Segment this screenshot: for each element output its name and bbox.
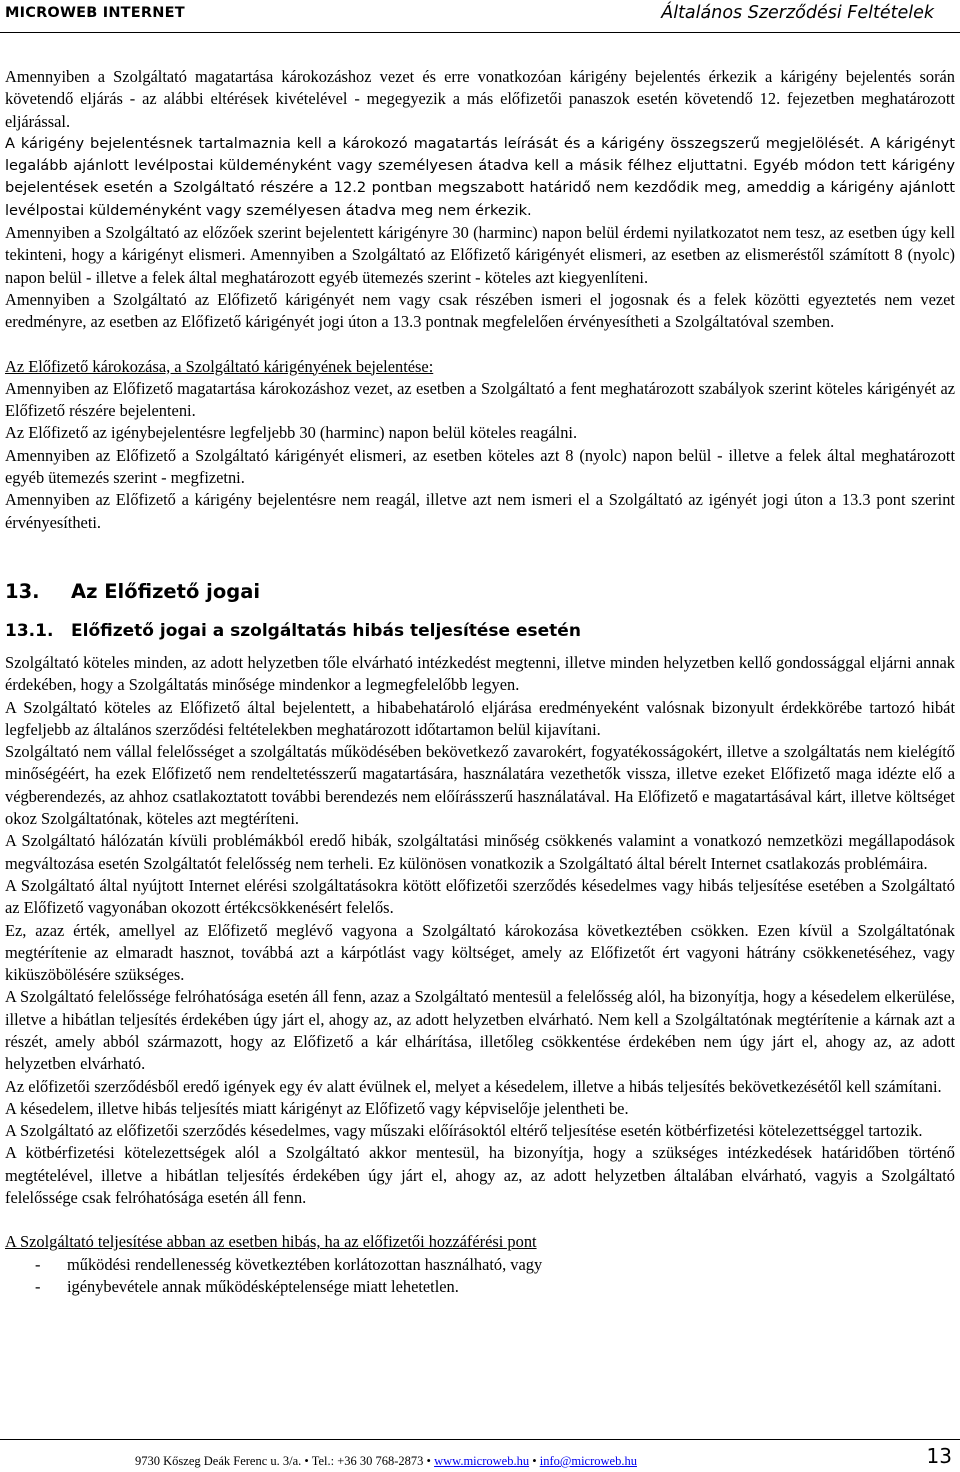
header-divider <box>0 32 960 33</box>
company-name: MICROWEB INTERNET <box>5 5 185 21</box>
intro-paragraph-3: Amennyiben a Szolgáltató az előzőek szerint bejelentett kárigényre 30 (harminc) napon belül érdemi nyilatkozatot nem tesz, az esetben úgy kell tekinteni, hogy a kárigényt elismeri. Amennyiben a Szolgáltató az Előfizető kárigényét elismeri, az esetben az elismeréstől számított 8 (nyolc) napon belül - illetve a felek által meghatározott egyéb ütemezés szerint - köteles azt kiegyenlíteni. <box>5 223 955 287</box>
section-13-1-paragraph-1: Szolgáltató köteles minden, az adott helyzetben tőle elvárható intézkedést megtenni, illetve minden helyzetben kellő gondossággal eljárni annak érdekében, hogy a Szolgáltatás minősége mindenkor a legmegfelelőbb legyen. <box>5 652 955 695</box>
faulty-service-heading: A Szolgáltató teljesítése abban az esetben hibás, ha az előfizetői hozzáférési pont <box>5 1232 537 1252</box>
page-header <box>0 0 960 30</box>
footer-contact <box>135 1454 637 1469</box>
section-13-1-heading <box>5 618 955 644</box>
section-13-1-number: 13.1. <box>5 620 54 641</box>
document-body <box>5 66 955 1298</box>
section-13-1-paragraph-7: A Szolgáltató felelőssége felróhatósága esetén áll fenn, azaz a Szolgáltató mentesül a felelősség alól, ha bizonyítja, hogy a késedelem elkerülése, illetve a hibátlan teljesítés érdekében úgy járt el, ahogy az, az adott helyzetben elvárható. Nem kell a Szolgáltatónak megtérítenie a kárnak azt a részét, amely abból származott, hogy az Előfizető a kár elhárítása, illetőleg csökkentése érdekében nem úgy járt el, ahogy az, az adott helyzetben elvárható. <box>5 987 955 1074</box>
section-13-1-paragraph-5: A Szolgáltató által nyújtott Internet elérési szolgáltatásokra kötött előfizetői szerződés késedelmes vagy hibás teljesítése esetében a Szolgáltató az Előfizető vagyonában okozott értékcsökkenésért felelős. <box>5 875 955 918</box>
section-13-1-paragraph-11: A kötbérfizetési kötelezettségek alól a Szolgáltató akkor mentesül, ha bizonyítja, hogy a szükséges intézkedések határidőben történő megtételével, illetve a hibátlan teljesítés érdekében úgy járt el, ahogy az, az adott helyzetben általában elvárható, vagyis a Szolgáltató felelőssége csak felróhatósága esetén áll fenn. <box>5 1143 955 1208</box>
email-link[interactable]: info@microweb.hu <box>539 1454 637 1468</box>
page-number: 13 <box>926 1444 952 1468</box>
list-item <box>5 1254 955 1276</box>
page-footer <box>0 1439 960 1472</box>
section-13-1-paragraph-2: A Szolgáltató köteles az Előfizető által bejelentett, a hibabehatároló eljárása eredményeként valósnak bizonyult érdekkörébe tartozó hibát legfeljebb az általános szerződési feltételekben meghatározott időtartamon belül kijavítani. <box>5 697 955 739</box>
subscriber-damage-paragraph-2: Az Előfizető az igénybejelentésre legfeljebb 30 (harminc) napon belül köteles reagálni. <box>5 423 578 443</box>
spacer <box>5 334 955 356</box>
section-13-1-paragraph-4: A Szolgáltató hálózatán kívüli problémákból eredő hibák, szolgáltatási minőség csökkenés valamint a vonatkozó nemzetközi megállapodások megváltozása esetén Szolgáltatót felelősség nem terheli. Ez különösen vonatkozik a Szolgáltató által bérelt Internet csatlakozás problémáira. <box>5 831 955 873</box>
spacer <box>5 534 955 578</box>
subscriber-damage-paragraph-3: Amennyiben az Előfizető a Szolgáltató kárigényét elismeri, az esetben köteles azt 8 (nyolc) napon belül - illetve a felek által meghatározott egyéb ütemezés szerint - megfizetni. <box>5 445 955 488</box>
section-13-title: Az Előfizető jogai <box>71 579 261 603</box>
subscriber-damage-paragraph-1: Amennyiben az Előfizető magatartása károkozáshoz vezet, az esetben a Szolgáltató a fent meghatározott szabályok szerint köteles kárigényét az Előfizető részére bejelenteni. <box>5 378 955 421</box>
website-link[interactable]: www.microweb.hu <box>434 1454 530 1468</box>
section-13-1-title: Előfizető jogai a szolgáltatás hibás teljesítése esetén <box>71 620 581 641</box>
footer-address: 9730 Kőszeg Deák Ferenc u. 3/a. <box>135 1454 302 1468</box>
list-dash: - <box>35 1254 41 1274</box>
spacer <box>5 1209 955 1231</box>
section-13-number: 13. <box>5 579 40 603</box>
section-13-1-paragraph-8: Az előfizetői szerződésből eredő igények egy év alatt évülnek el, melyet a késedelem, illetve a hibás teljesítés bekövetkezésétől kell számítani. <box>5 1076 942 1096</box>
footer-bullet: • <box>304 1454 309 1468</box>
footer-divider <box>0 1439 960 1440</box>
list-item <box>5 1276 955 1298</box>
list-item-text: működési rendellenesség következtében korlátozottan használható, vagy <box>67 1254 543 1274</box>
footer-bullet: • <box>426 1454 431 1468</box>
section-13-1-paragraph-10: A Szolgáltató az előfizetői szerződés késedelmes, vagy műszaki előírásoktól eltérő teljesítése esetén kötbérfizetési kötelezettséggel tartozik. <box>5 1121 923 1141</box>
intro-paragraph-4: Amennyiben a Szolgáltató az Előfizető kárigényét nem vagy csak részében ismeri el jogosnak és a felek közötti egyeztetés nem vezet eredményre, az esetben az Előfizető kárigényét jogi úton a 13.3 pontnak megfelelően érvényesítheti a Szolgáltatóval szemben. <box>5 289 955 332</box>
list-item-text: igénybevétele annak működésképtelensége miatt lehetetlen. <box>67 1276 459 1296</box>
intro-paragraph-1: Amennyiben a Szolgáltató magatartása károkozáshoz vezet és erre vonatkozóan kárigény bejelentés érkezik a kárigény bejelentés során követendő eljárás - az alábbi eltérések kivételével - megegyezik a más előfizetői panaszok esetén követendő 12. fejezetben meghatározott eljárással. <box>5 67 955 131</box>
section-13-heading <box>5 578 955 606</box>
section-13-1-paragraph-6: Ez, azaz érték, amellyel az Előfizető meglévő vagyona a Szolgáltató károkozása következtében csökken. Ezen kívül a Szolgáltatónak megtérítenie az elmaradt hasznot, továbbá azt a kárpótlást vagy költséget, amely az Előfizetőt ért vagyoni hátrány csökkenetéséhez, vagy kiküszöbölésére szükséges. <box>5 920 955 985</box>
footer-bullet: • <box>532 1454 537 1468</box>
intro-paragraph-2: A kárigény bejelentésnek tartalmaznia kell a károkozó magatartás leírását és a kárigény összegszerű megjelölését. A kárigényt legalább ajánlott levélpostai küldeményként vagy személyesen átadva kell a másik félhez eljuttatni. Egyéb módon tett kárigény bejelentések esetén a Szolgáltató részére a 12.2 pontban megszabott határidő nem kezdődik meg, ameddig a kárigény ajánlott levélpostai küldeményként vagy személyesen átadva meg nem érkezik. <box>5 134 955 219</box>
subscriber-damage-paragraph-4: Amennyiben az Előfizető a kárigény bejelentésre nem reagál, illetve azt nem ismeri el a Szolgáltató az igényét jogi úton a 13.3 pont szerint érvényesítheti. <box>5 490 955 532</box>
section-13-1-paragraph-9: A késedelem, illetve hibás teljesítés miatt kárigényt az Előfizető vagy képviselője jelentheti be. <box>5 1098 629 1118</box>
document-title: Általános Szerződési Feltételek <box>661 3 934 23</box>
faulty-service-list <box>5 1254 955 1299</box>
footer-phone: Tel.: +36 30 768-2873 <box>311 1454 424 1468</box>
section-13-1-paragraph-3: Szolgáltató nem vállal felelősséget a szolgáltatás működésében bekövetkező zavarokért, fogyatékosságokért, illetve a szolgáltatás nem kielégítő minőségéért, ha ezek Előfizető nem rendeltetésszerű magatartására, használatára vezethetők vissza, illetve ezeket Előfizető maga idézte elő a végberendezés, az ahhoz csatlakoztatott további berendezés nem előírásszerű használatával. Ha Előfizető e magatartásával kárt, illetve költséget okoz Szolgáltatónak, köteles azt megtéríteni. <box>5 742 955 829</box>
subscriber-damage-heading: Az Előfizető károkozása, a Szolgáltató kárigényének bejelentése: <box>5 356 434 376</box>
list-dash: - <box>35 1276 41 1296</box>
